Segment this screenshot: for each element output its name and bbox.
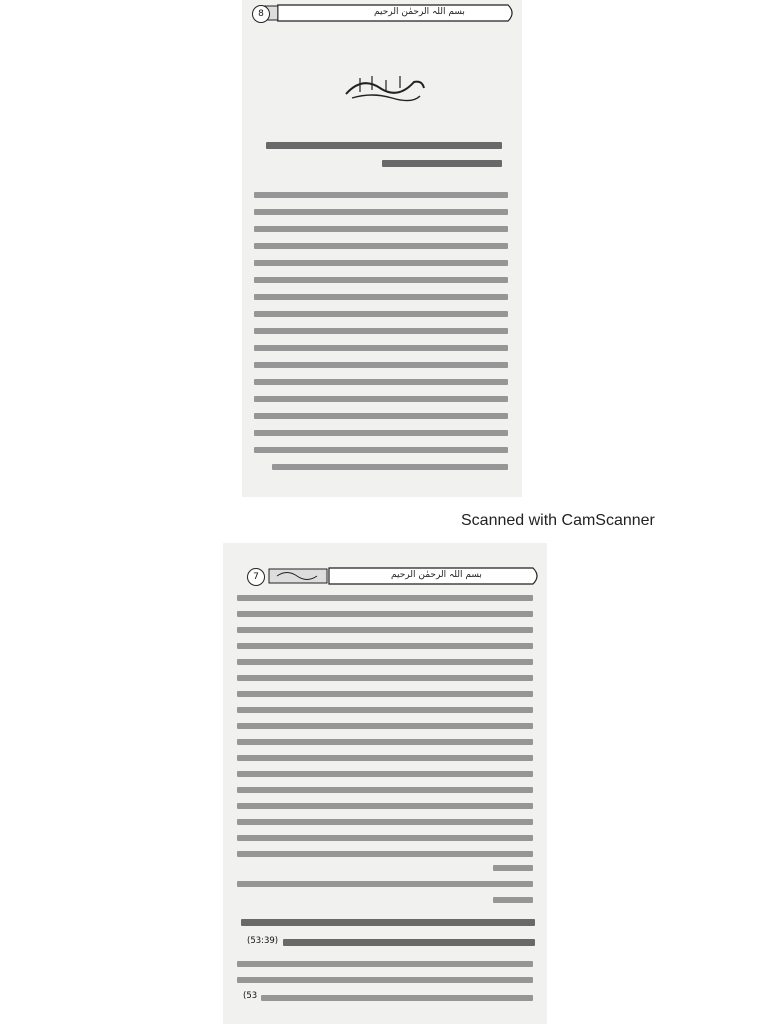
header-text: بسم اللہ الرحمٰن الرحیم	[391, 570, 482, 580]
scanned-page-bottom	[223, 543, 547, 1024]
ayah-reference: (53:39)	[247, 936, 279, 946]
page-header-ornament	[229, 565, 543, 587]
scanned-page-top	[242, 0, 522, 497]
footer-reference: (53	[243, 991, 258, 1001]
header-text: بسم اللہ الرحمٰن الرحیم	[374, 7, 465, 17]
page-number: 7	[247, 568, 265, 586]
page-number: 8	[252, 5, 270, 23]
bismillah-calligraphy-icon	[342, 70, 426, 104]
camscanner-watermark: Scanned with CamScanner	[461, 512, 655, 529]
